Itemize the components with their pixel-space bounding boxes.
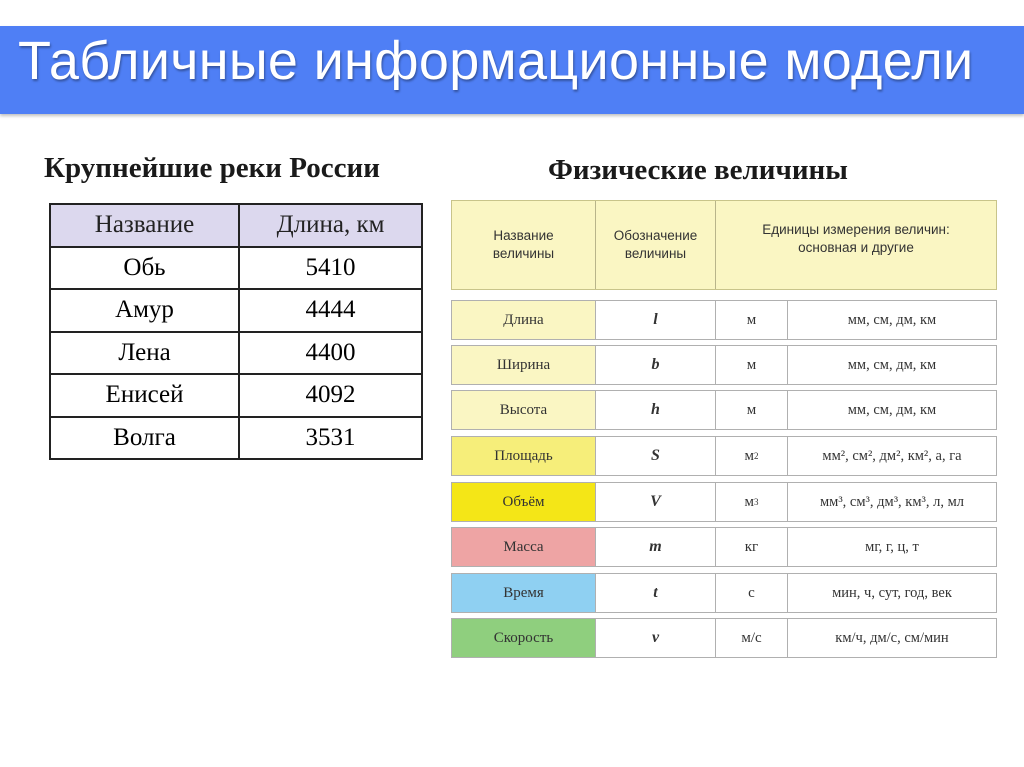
column-header-quantity: Название величины xyxy=(452,201,596,289)
column-header-units: Единицы измерения величин: основная и другие xyxy=(762,221,950,255)
river-name: Волга xyxy=(50,417,239,460)
quantity-name: Ширина xyxy=(452,346,596,384)
river-length: 4444 xyxy=(239,289,422,332)
quantity-other-units: мм³, см³, дм³, км³, л, мл xyxy=(819,493,965,510)
quantity-other-units: мин, ч, сут, год, век xyxy=(832,584,952,601)
quantity-symbol: b xyxy=(596,346,716,384)
rivers-heading: Крупнейшие реки России xyxy=(44,152,380,184)
table-row xyxy=(50,417,422,460)
quantity-other-units: мм², см², дм², км², а, га xyxy=(822,447,962,464)
table-row xyxy=(451,345,997,385)
table-row xyxy=(50,374,422,417)
title-bar xyxy=(0,26,1024,114)
quantity-symbol: V xyxy=(596,483,716,521)
table-row xyxy=(451,436,997,476)
quantity-symbol: m xyxy=(596,528,716,566)
rivers-header-row xyxy=(50,204,422,247)
quantity-unit: м 2 xyxy=(716,437,788,475)
quantity-other-units: мм, см, дм, км xyxy=(847,356,937,373)
quantity-symbol: l xyxy=(596,301,716,339)
quantity-name: Масса xyxy=(452,528,596,566)
river-name: Обь xyxy=(50,247,239,290)
quantity-symbol: t xyxy=(596,574,716,612)
quantity-other-units: км/ч, дм/с, см/мин xyxy=(835,629,949,646)
quantity-other-units: мг, г, ц, т xyxy=(865,538,919,555)
table-row xyxy=(451,390,997,430)
table-row xyxy=(451,573,997,613)
table-row xyxy=(451,300,997,340)
quantity-name: Время xyxy=(452,574,596,612)
quantity-symbol: v xyxy=(596,619,716,657)
column-header-symbol: Обозначение величины xyxy=(596,201,716,289)
physics-header-row xyxy=(451,200,997,290)
river-length: 5410 xyxy=(239,247,422,290)
quantity-name: Объём xyxy=(452,483,596,521)
slide-title: Табличные информационные модели xyxy=(18,31,974,91)
table-row xyxy=(50,289,422,332)
column-header-length: Длина, км xyxy=(239,204,422,247)
river-length: 4400 xyxy=(239,332,422,375)
table-row xyxy=(50,247,422,290)
quantity-other-units: мм, см, дм, км xyxy=(847,311,937,328)
river-length: 3531 xyxy=(239,417,422,460)
river-name: Енисей xyxy=(50,374,239,417)
table-row xyxy=(50,332,422,375)
table-row xyxy=(451,527,997,567)
physics-heading: Физические величины xyxy=(548,154,848,186)
quantity-unit: кг xyxy=(716,528,788,566)
quantity-other-units: мм, см, дм, км xyxy=(847,401,937,418)
quantity-unit: с xyxy=(716,574,788,612)
quantity-symbol: h xyxy=(596,391,716,429)
quantity-unit: м/с xyxy=(716,619,788,657)
quantity-unit: м xyxy=(716,391,788,429)
quantity-name: Длина xyxy=(452,301,596,339)
quantity-unit: м xyxy=(716,346,788,384)
river-name: Амур xyxy=(50,289,239,332)
column-header-name: Название xyxy=(50,204,239,247)
table-row xyxy=(451,482,997,522)
quantity-name: Высота xyxy=(452,391,596,429)
river-name: Лена xyxy=(50,332,239,375)
quantity-name: Площадь xyxy=(452,437,596,475)
quantity-symbol: S xyxy=(596,437,716,475)
quantity-name: Скорость xyxy=(452,619,596,657)
quantity-unit: м xyxy=(716,301,788,339)
quantity-unit: м 3 xyxy=(716,483,788,521)
rivers-table xyxy=(49,203,423,460)
table-row xyxy=(451,618,997,658)
river-length: 4092 xyxy=(239,374,422,417)
